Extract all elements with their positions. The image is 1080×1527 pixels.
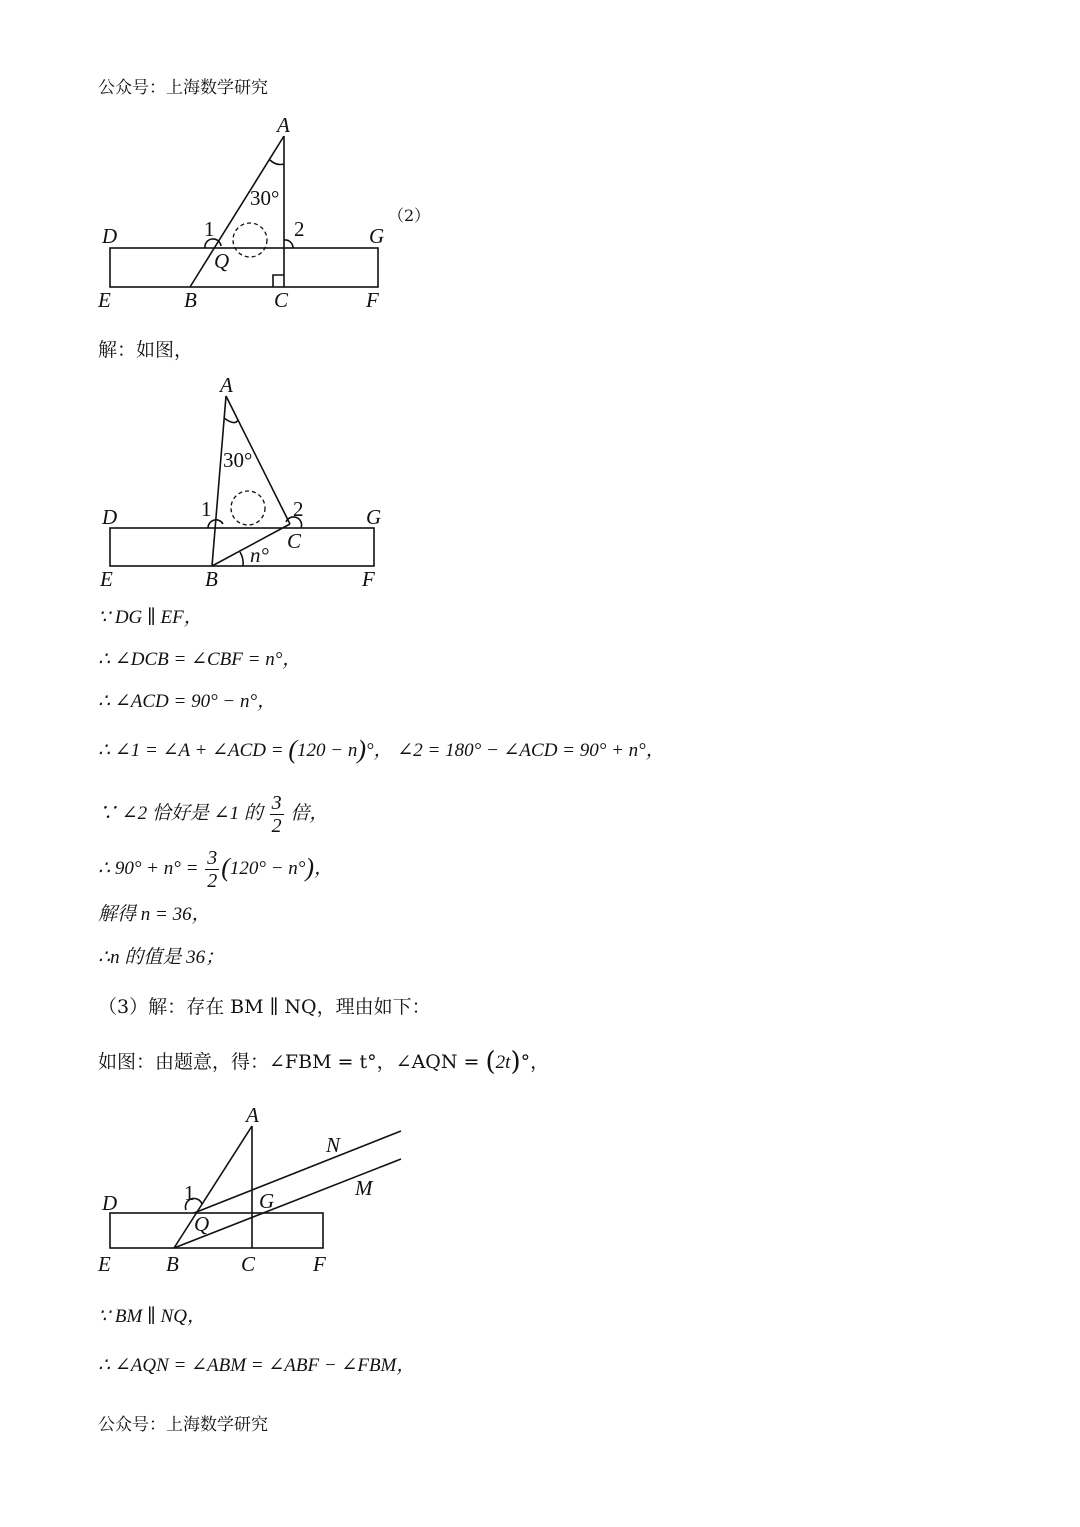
step-4-part-a: ∴ ∠1 = ∠A + ∠ACD =	[98, 740, 289, 761]
step3-1: ∵ BM ∥ NQ，	[98, 1306, 206, 1327]
fig3-label-g: G	[259, 1189, 275, 1213]
fig1-dashed-circle	[233, 223, 267, 257]
step-7: 解得 n = 36，	[98, 904, 211, 925]
fig1-label-c: C	[274, 288, 289, 312]
part-3-heading: （3）解：存在 BM ∥ NQ，理由如下：	[98, 996, 431, 1018]
figure-2-diagram	[90, 372, 410, 594]
fig2-dashed-circle	[231, 491, 265, 525]
fig3-label-d: D	[102, 1191, 118, 1215]
fig1-label-b: B	[184, 288, 197, 312]
step-5-numerator: 3	[271, 792, 282, 815]
fig1-line-ab	[190, 136, 284, 287]
fig3-label-c: C	[241, 1252, 256, 1276]
step-6-denominator: 2	[207, 870, 218, 893]
step-6: ∴ 90° + n° = $\frac{3}{2}$ (120° − n°)，	[98, 847, 334, 893]
step-6-part-a: ∴ 90° + n° =	[98, 858, 199, 879]
fig3-label-n: N	[326, 1133, 341, 1157]
fig3-label-a: A	[246, 1103, 259, 1127]
step-4: ∴ ∠1 = ∠A + ∠ACD = (120 − n)°， ∠2 = 180° − ∠ACD = 90° + n°，	[98, 735, 665, 764]
step-5	[98, 784, 328, 844]
step-5-denominator: 2	[271, 815, 282, 838]
step-5-part-b: 倍，	[290, 803, 329, 824]
fig1-label-q: Q	[214, 249, 230, 273]
header-watermark: 公众号：上海数学研究	[98, 78, 268, 98]
fig2-angle-n: n°	[250, 543, 269, 567]
fig2-rectangle	[110, 528, 374, 566]
fig1-label-d: D	[102, 224, 118, 248]
fig1-right-angle	[273, 275, 284, 287]
fig1-rectangle	[110, 248, 378, 287]
fig2-label-g: G	[366, 505, 382, 529]
part-3-given-c: °，	[520, 1051, 550, 1073]
step-3: ∴ ∠ACD = 90° − n°，	[98, 691, 277, 712]
part-2-label: （2）	[388, 206, 431, 225]
fig3-label-q: Q	[194, 1212, 210, 1236]
fig3-label-f: F	[313, 1252, 326, 1276]
fig1-label-e: E	[98, 288, 111, 312]
fig2-angle-2: 2	[293, 497, 304, 521]
step-8: ∴n 的值是 36；	[98, 947, 225, 968]
part-3-given-b: 2t	[495, 1052, 511, 1073]
fig2-arc-n	[240, 552, 243, 566]
solution-intro: 解：如图，	[98, 339, 194, 361]
part-3-given: 如图：由题意，得：∠FBM = t°，∠AQN = (2t)°，	[98, 1047, 550, 1077]
fig1-angle-1: 1	[204, 217, 215, 241]
fig1-label-g: G	[369, 224, 385, 248]
fig2-label-b: B	[205, 567, 218, 591]
step-6-part-b: 120° − n°	[229, 858, 306, 879]
fig3-label-b: B	[166, 1252, 179, 1276]
step-1: ∵ DG ∥ EF，	[98, 607, 203, 628]
step-6-fraction	[205, 847, 219, 892]
fig3-label-e: E	[98, 1252, 111, 1276]
step-5-fraction	[270, 792, 284, 837]
fig1-label-f: F	[366, 288, 379, 312]
fig3-label-m: M	[355, 1176, 373, 1200]
fig1-arc-2	[284, 240, 293, 248]
fig2-label-c: C	[287, 529, 302, 553]
step-6-part-c: ，	[314, 858, 334, 879]
fig2-angle-a: 30°	[223, 448, 253, 472]
step-5-part-a: ∵ ∠2 恰好是 ∠1 的	[98, 803, 263, 824]
fig1-arc-a	[270, 160, 284, 165]
step-4-part-b: 120 − n	[297, 740, 358, 761]
fig1-label-a: A	[277, 113, 290, 137]
part-3-given-a: 如图：由题意，得：∠FBM = t°，∠AQN =	[98, 1051, 486, 1073]
step-6-numerator: 3	[207, 847, 218, 870]
fig1-angle-a: 30°	[250, 186, 280, 210]
step-4-part-c: °， ∠2 = 180° − ∠ACD = 90° + n°，	[366, 740, 665, 761]
fig2-label-a: A	[220, 373, 233, 397]
fig2-line-ab	[212, 396, 226, 566]
step-2: ∴ ∠DCB = ∠CBF = n°，	[98, 649, 302, 670]
figure-3-diagram	[90, 1098, 420, 1288]
footer-watermark: 公众号：上海数学研究	[98, 1415, 268, 1435]
fig2-angle-1: 1	[201, 497, 212, 521]
fig2-label-f: F	[362, 567, 375, 591]
fig2-label-d: D	[102, 505, 118, 529]
step3-2: ∴ ∠AQN = ∠ABM = ∠ABF − ∠FBM，	[98, 1355, 416, 1376]
fig2-arc-a	[224, 418, 238, 423]
fig1-angle-2: 2	[294, 217, 305, 241]
fig3-angle-1: 1	[184, 1181, 195, 1205]
fig2-label-e: E	[100, 567, 113, 591]
